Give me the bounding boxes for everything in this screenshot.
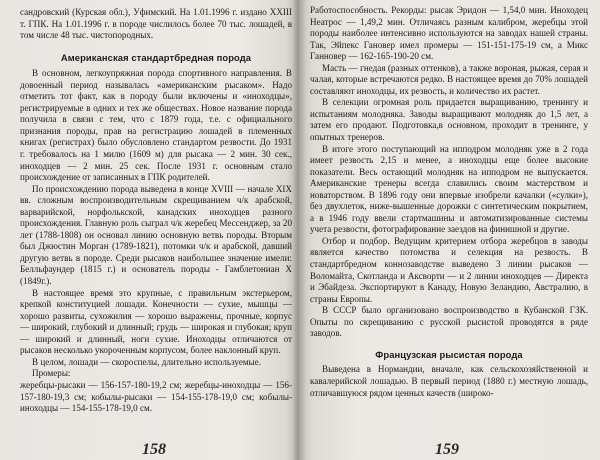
page-number-right: 159 <box>435 441 459 459</box>
right-paragraph: В селекции огромная роль придается выращиванию, тренингу и испытаниям молодняка. Заводы выращивают молодняк до 1,5 лет, а затем его продают. Подготовка,в основном, проходит в тренинге, у опытных тренеров. <box>310 97 588 143</box>
measurements-list: жеребцы-рысаки — 156-157-180-19,2 см; жеребцы-иноходцы — 156-157-180-19,3 см; кобылы-рысаки — 154-155-178-19,0 см; кобылы-иноходцы — 154-155-178-19,0 см. <box>20 379 292 414</box>
left-paragraph: В основном, легкоупряжная порода спортивного направления. В довоенный период называлась «американским рысаком». Надо отметить тот факт, как в породу были включены и «иноходцы», регистрируемые в одних и тех же обществах. Новое название порода получила в связи с тем, что с 1879 года, т.е. с официального признания породы, прав на регистрацию лошадей в племенных книгах (регистрах) было обусловлено стандартом резвости. До 1931 г. требовалось на 1 милю (1609 м) для рысака — 2 мин. 30 сек., иноходцев — 2 мин. 25 сек. После 1931 г. основным стало происхождение от записанных в ГПК родителей. <box>20 68 292 183</box>
examples-label: Промеры: <box>32 368 71 379</box>
right-paragraph: В СССР было организовано воспроизводство в Кубанской ГЗК. Опыты по скрещиванию с русской рысистой проводятся в ряде заводов. <box>310 305 588 339</box>
right-paragraph: В итоге этого поступающий на ипподром молодняк уже в 2 года имеет резвость 2,15 и менее, а иноходцы еще более высокие показатели. Весь остающий молодняк на ипподром не выпускается. Американские тренеры всегда славились своим мастерством и новаторством. В 1896 году они впервые изобрели качалки («сулки»), без двухлеток, ниже-вышенные дорожки с синтетическим покрытием, а в 1946 году ввели стартмашины и автоматизированные системы учета резвости, фотографирование заездов на финишной и другие. <box>310 143 588 235</box>
left-paragraph: В настоящее время это крупные, с правильным экстерьером, крепкой конституцией лошади. Конечности — сухие, мышцы — хорошо развиты, сухожилия — хорошо выражены, прочные, корпус — широкий, глубокий и длинный; грудь — широкая и глубокая; круп — широкий и длинный, ноги сухие. Иноходцы отличаются от рысаков несколько укороченным корпусом, более наклонный круп. <box>20 287 292 356</box>
left-page <box>0 0 298 460</box>
section-title-american: Американская стандартбредная порода <box>60 51 252 63</box>
left-paragraph: По происхождению порода выведена в конце XVIII — начале XIX вв. сложным воспроизводительным скрещиванием ч/к арабской, варварийской, норфолькской, канадских иноходцев разного происхождения. Главную роль сыграл ч/к жеребец Мессенджер, за 20 лет (1788-1808) он основал линию основную ветвь породы. Вторым был Джюстин Морган (1789-1821), потомки ч/к и арабской, давший другую ветвь в породе. Среди рысаков наибольшее значение имели: Белльфаундер (1815 г.) и основатель породы - Гамблетониан X (1849г.). <box>20 183 292 287</box>
right-paragraph: Работоспособность. Рекорды: рысак Эридон — 1,54,0 мин. Иноходец Неатрос — 1,49,2 мин. Отличаясь разным калибром, жеребцы этой породы наиболее интенсивно используются на заводах нашей страны. Так, Эйпекс Гановер имел промеры — 151-151-175-19 см, а Микс Ганновер — 162-165-190-20 см. <box>310 5 588 62</box>
left-paragraph: В целом, лошади — скороспелы, длительно используемые. <box>32 356 262 367</box>
right-paragraph: Масть — гнедая (разных оттенков), а также вороная, рыжая, серая и чалая, которые встречаются редко. В настоящее время до 70% лошадей составляют иноходцы, их резвость, и количество их растет. <box>310 62 588 96</box>
section-title-french: Французская рысистая порода <box>375 348 523 360</box>
right-paragraph: Выведена в Нормандии, вначале, как сельскохозяйственной и кавалерийской лошадью. В первый период (1880 г.) местную лошадь, отличавшуюся рядом ценных качеств (широко- <box>310 364 588 398</box>
left-top-text: сандровский (Курская обл.), Уфимский. На 1.01.1996 г. издано XXIII т. ГПК. На 1.01.1996 г. в породе числилось более 70 тыс. лошадей, в том числе 48 тыс. чистопородных. <box>20 7 292 41</box>
right-page <box>298 0 600 460</box>
page-number-left: 158 <box>142 441 166 459</box>
right-paragraph: Отбор и подбор. Ведущим критерием отбора жеребцов в заводы является качество потомства и селекция на резвость. В стандартбредном коннозаводстве выведено 3 линии рысаков — Воломайта, Скотланда и Аксворти — и 2 линии иноходцев — Директа и Эбайдеза. Экспортируют в Канаду, Новую Зеландию, Австралию, в страны Европы. <box>310 235 588 304</box>
